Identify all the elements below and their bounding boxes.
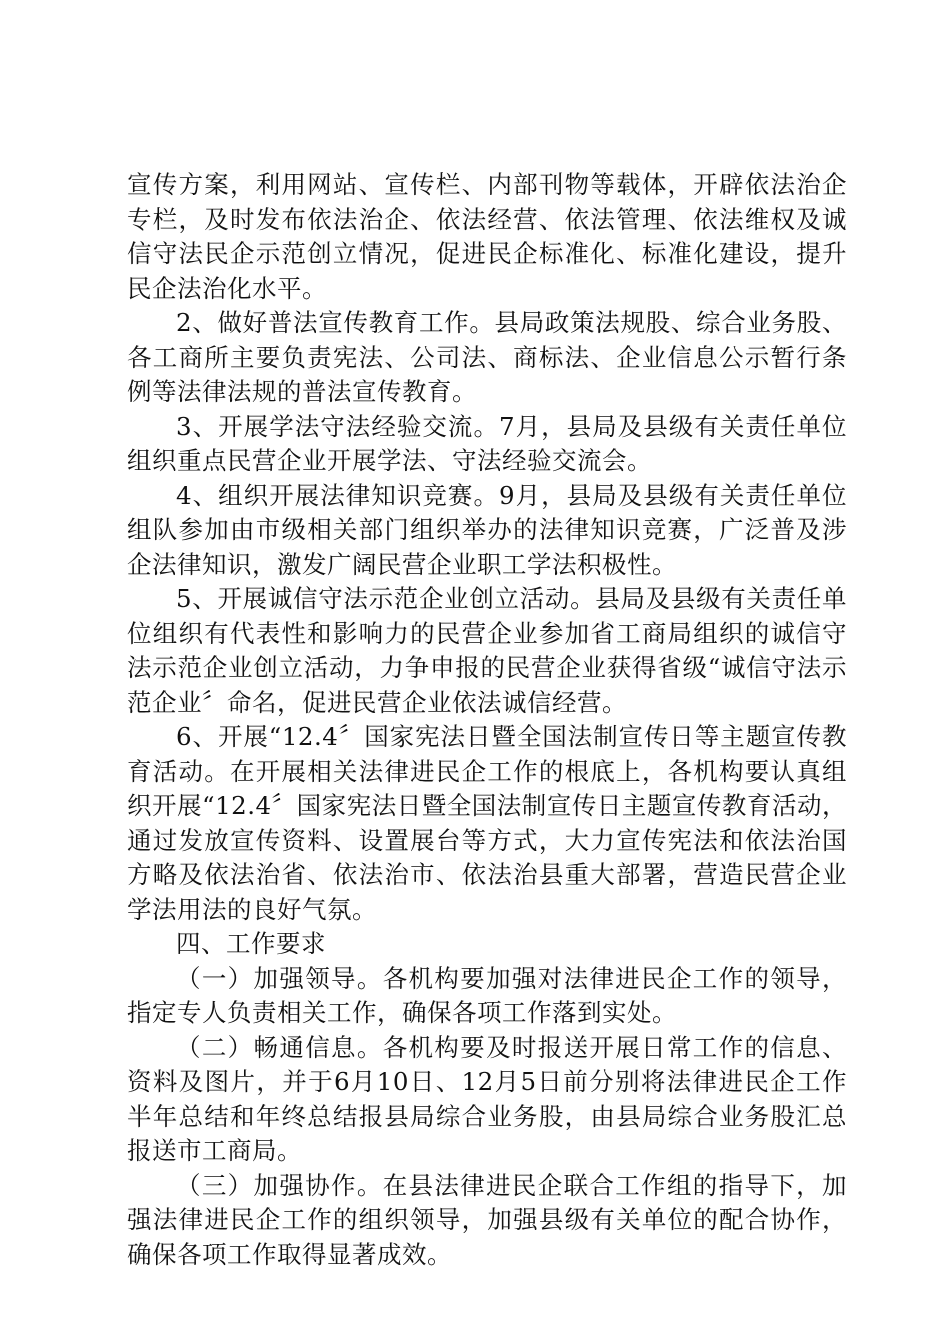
paragraph-intro-continuation: 宣传方案，利用网站、宣传栏、内部刊物等载体，开辟依法治企专栏，及时发布依法治企、依法经营、依法管理、依法维权及诚信守法民企示范创立情况，促进民企标准化、标准化建设，提升民企法治化水平。 xyxy=(127,170,847,303)
requirement-leadership: （一）加强领导。各机构要加强对法律进民企工作的领导，指定专人负责相关工作，确保各项工作落到实处。 xyxy=(127,963,847,1027)
paragraph-item-5: 5、开展诚信守法示范企业创立活动。县局及县级有关责任单位组织有代表性和影响力的民营企业参加省工商局组织的诚信守法示范企业创立活动，力争申报的民营企业获得省级“诚信守法示范企业〞命名，促进民营企业依法诚信经营。 xyxy=(127,584,847,717)
document-body xyxy=(127,168,847,1272)
paragraph-item-4: 4、组织开展法律知识竞赛。9月，县局及县级有关责任单位组队参加由市级相关部门组织举办的法律知识竞赛，广泛普及涉企法律知识，激发广阔民营企业职工学法积极性。 xyxy=(127,480,847,579)
requirement-information: （二）畅通信息。各机构要及时报送开展日常工作的信息、资料及图片，并于6月10日、12月5日前分别将法律进民企工作半年总结和年终总结报县局综合业务股，由县局综合业务股汇总报送市工商局。 xyxy=(127,1032,847,1165)
paragraph-item-3: 3、开展学法守法经验交流。7月，县局及县级有关责任单位组织重点民营企业开展学法、守法经验交流会。 xyxy=(127,411,847,475)
requirement-cooperation: （三）加强协作。在县法律进民企联合工作组的指导下，加强法律进民企工作的组织领导，加强县级有关单位的配合协作，确保各项工作取得显著成效。 xyxy=(127,1170,847,1269)
section-heading-requirements: 四、工作要求 xyxy=(176,929,326,958)
paragraph-item-2: 2、做好普法宣传教育工作。县局政策法规股、综合业务股、各工商所主要负责宪法、公司法、商标法、企业信息公示暂行条例等法律法规的普法宣传教育。 xyxy=(127,308,847,406)
paragraph-item-6: 6、开展“12.4〞国家宪法日暨全国法制宣传日等主题宣传教育活动。在开展相关法律进民企工作的根底上，各机构要认真组织开展“12.4〞国家宪法日暨全国法制宣传日主题宣传教育活动，通过发放宣传资料、设置展台等方式，大力宣传宪法和依法治国方略及依法治省、依法治市、依法治县重大部署，营造民营企业学法用法的良好气氛。 xyxy=(127,722,847,924)
